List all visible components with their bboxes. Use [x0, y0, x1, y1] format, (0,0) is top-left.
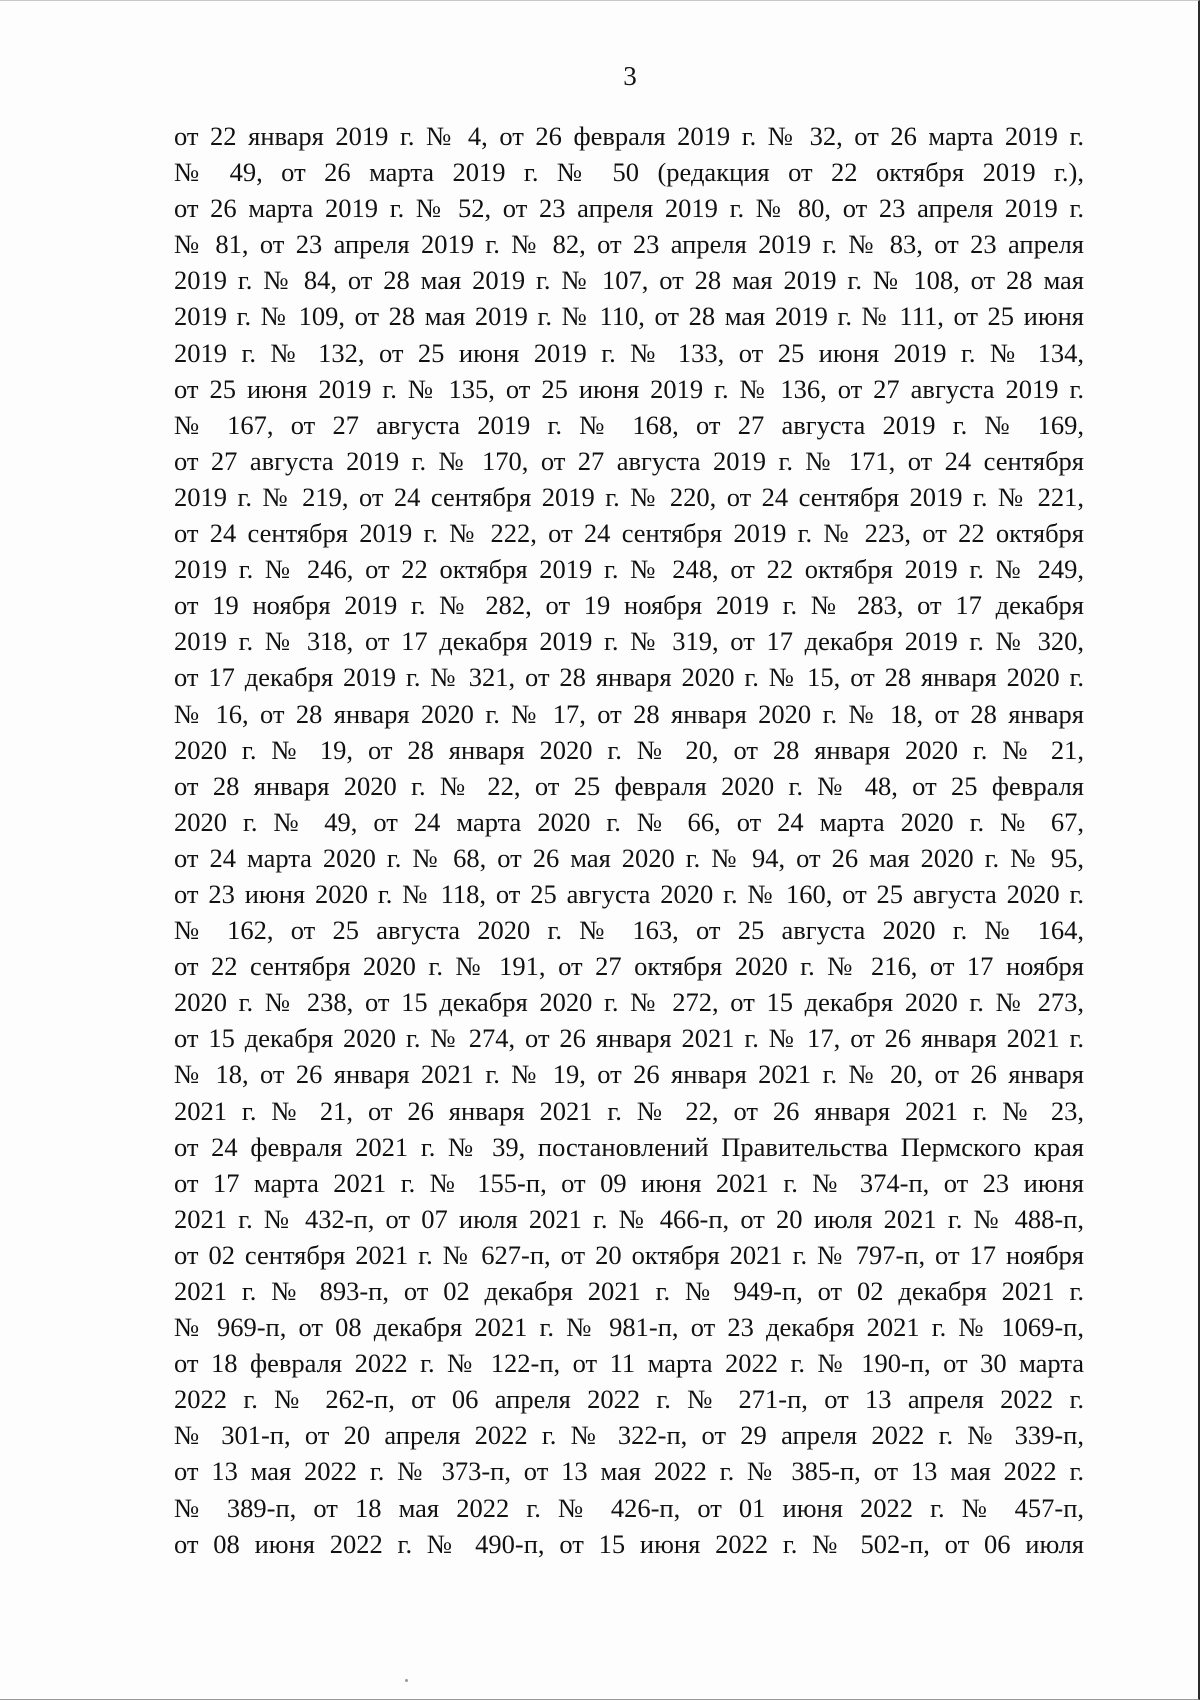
text-line: от 15 декабря 2020 г. № 274, от 26 января 2021 г. № 17, от 26 января 2021 г.: [174, 1023, 1084, 1054]
text-line: от 08 июня 2022 г. № 490-п, от 15 июня 2022 г. № 502-п, от 06 июля: [174, 1528, 1084, 1559]
text-line: 2021 г. № 893-п, от 02 декабря 2021 г. № 949-п, от 02 декабря 2021 г.: [174, 1276, 1084, 1306]
text-line: от 22 сентября 2020 г. № 191, от 27 октября 2020 г. № 216, от 17 ноября: [174, 951, 1084, 982]
text-line: № 49, от 26 марта 2019 г. № 50 (редакция от 22 октября 2019 г.),: [174, 157, 1084, 188]
text-line: № 18, от 26 января 2021 г. № 19, от 26 января 2021 г. № 20, от 26 января: [174, 1059, 1084, 1090]
text-line: № 16, от 28 января 2020 г. № 17, от 28 января 2020 г. № 18, от 28 января: [174, 698, 1084, 729]
text-line: № 301-п, от 20 апреля 2022 г. № 322-п, от 29 апреля 2022 г. № 339-п,: [174, 1420, 1084, 1451]
text-line: от 25 июня 2019 г. № 135, от 25 июня 2019 г. № 136, от 27 августа 2019 г.: [174, 373, 1084, 404]
text-line: 2019 г. № 219, от 24 сентября 2019 г. № 220, от 24 сентября 2019 г. № 221,: [174, 481, 1084, 512]
text-line: 2020 г. № 19, от 28 января 2020 г. № 20, от 28 января 2020 г. № 21,: [174, 734, 1084, 765]
text-line: от 19 ноября 2019 г. № 282, от 19 ноября 2019 г. № 283, от 17 декабря: [174, 590, 1084, 621]
text-line: 2019 г. № 246, от 22 октября 2019 г. № 248, от 22 октября 2019 г. № 249,: [174, 554, 1084, 585]
text-line: от 24 сентября 2019 г. № 222, от 24 сентября 2019 г. № 223, от 22 октября: [174, 518, 1084, 549]
text-line: от 18 февраля 2022 г. № 122-п, от 11 марта 2022 г. № 190-п, от 30 марта: [174, 1348, 1084, 1379]
text-line: № 81, от 23 апреля 2019 г. № 82, от 23 апреля 2019 г. № 83, от 23 апреля: [174, 229, 1084, 260]
scan-speck: [405, 1679, 408, 1682]
text-line: от 27 августа 2019 г. № 170, от 27 августа 2019 г. № 171, от 24 сентября: [174, 445, 1084, 476]
text-line: № 167, от 27 августа 2019 г. № 168, от 27 августа 2019 г. № 169,: [174, 409, 1084, 440]
text-line: от 17 марта 2021 г. № 155-п, от 09 июня 2021 г. № 374-п, от 23 июня: [174, 1167, 1084, 1198]
text-line: от 02 сентября 2021 г. № 627-п, от 20 октября 2021 г. № 797-п, от 17 ноября: [174, 1239, 1084, 1270]
text-line: 2021 г. № 432-п, от 07 июля 2021 г. № 466-п, от 20 июля 2021 г. № 488-п,: [174, 1203, 1084, 1234]
text-line: от 24 марта 2020 г. № 68, от 26 мая 2020 г. № 94, от 26 мая 2020 г. № 95,: [174, 842, 1084, 873]
text-line: 2020 г. № 238, от 15 декабря 2020 г. № 272, от 15 декабря 2020 г. № 273,: [174, 987, 1084, 1018]
text-line: 2019 г. № 109, от 28 мая 2019 г. № 110, от 28 мая 2019 г. № 111, от 25 июня: [174, 301, 1084, 332]
document-body-text: [174, 118, 1084, 1562]
text-line: 2019 г. № 318, от 17 декабря 2019 г. № 319, от 17 декабря 2019 г. № 320,: [174, 626, 1084, 657]
text-line: 2022 г. № 262-п, от 06 апреля 2022 г. № 271-п, от 13 апреля 2022 г.: [174, 1384, 1084, 1415]
text-line: 2019 г. № 132, от 25 июня 2019 г. № 133, от 25 июня 2019 г. № 134,: [174, 337, 1084, 368]
text-line: от 22 января 2019 г. № 4, от 26 февраля 2019 г. № 32, от 26 марта 2019 г.: [174, 121, 1084, 151]
text-line: от 13 мая 2022 г. № 373-п, от 13 мая 2022 г. № 385-п, от 13 мая 2022 г.: [174, 1456, 1084, 1487]
text-line: от 24 февраля 2021 г. № 39, постановлений Правительства Пермского края: [174, 1131, 1084, 1162]
text-line: № 389-п, от 18 мая 2022 г. № 426-п, от 01 июня 2022 г. № 457-п,: [174, 1492, 1084, 1523]
text-line: от 28 января 2020 г. № 22, от 25 февраля 2020 г. № 48, от 25 февраля: [174, 770, 1084, 801]
page-number: 3: [623, 61, 637, 91]
text-line: от 26 марта 2019 г. № 52, от 23 апреля 2019 г. № 80, от 23 апреля 2019 г.: [174, 193, 1084, 224]
text-line: 2021 г. № 21, от 26 января 2021 г. № 22, от 26 января 2021 г. № 23,: [174, 1095, 1084, 1126]
text-line: 2020 г. № 49, от 24 марта 2020 г. № 66, от 24 марта 2020 г. № 67,: [174, 806, 1084, 837]
text-line: № 969-п, от 08 декабря 2021 г. № 981-п, от 23 декабря 2021 г. № 1069-п,: [174, 1312, 1084, 1343]
text-line: от 17 декабря 2019 г. № 321, от 28 января 2020 г. № 15, от 28 января 2020 г.: [174, 662, 1084, 693]
text-line: 2019 г. № 84, от 28 мая 2019 г. № 107, от 28 мая 2019 г. № 108, от 28 мая: [174, 265, 1084, 296]
text-line: от 23 июня 2020 г. № 118, от 25 августа 2020 г. № 160, от 25 августа 2020 г.: [174, 878, 1084, 909]
text-line: № 162, от 25 августа 2020 г. № 163, от 25 августа 2020 г. № 164,: [174, 915, 1084, 946]
